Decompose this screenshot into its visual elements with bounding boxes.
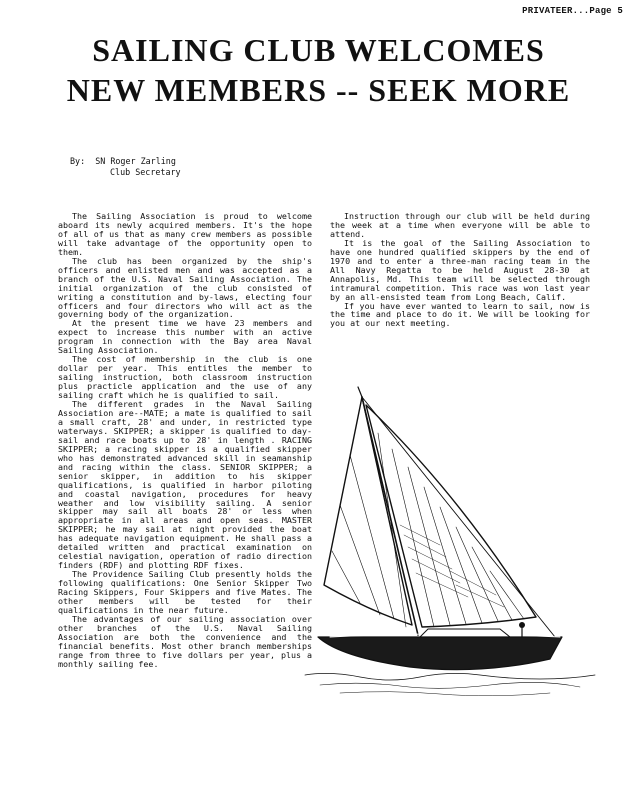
waves [305,673,595,680]
crew-figure [519,622,525,628]
paragraph: The Sailing Association is proud to welcome aboard its newly acquired members. It's the hope of all of us that as many crew members as possible will take advantage of the opportunity open to them. [58,211,312,257]
paragraph: If you have ever wanted to learn to sail, now is the time and place to do it. We will be looking for you at our next meeting. [330,300,590,329]
jib-sail [324,397,412,625]
article-right-column [330,212,590,328]
byline [70,156,181,178]
headline-line-1: SAILING CLUB WELCOMES [92,32,545,68]
paragraph: The advantages of our sailing association over other branches of the U.S. Naval Sailing Association are both the convenience and the financial benefits. Most other branch memberships range from three to five dollars per year, plus a monthly sailing fee. [58,613,312,669]
paragraph: It is the goal of the Sailing Association to have one hundred qualified skippers by the end of 1970 and to enter a three-man racing team in the All Navy Regatta to be held August 28-30 at Annapolis, Md. This team will be selected through intramural competition. This race was won last year by an all-ensisted team from Long Beach, Calif. [330,237,590,302]
mainsail [366,405,536,627]
paragraph: The cost of membership in the club is one dollar per year. This entitles the member to sailing instruction, both classroom instruction plus practicle application and the use of any sailing craft which he is qualified to sail. [58,354,312,401]
article-left-column [58,212,312,669]
paragraph: The Providence Sailing Club presently holds the following qualifications: One Senior Skipper Two Racing Skippers, Four Skippers and five Mates. The other members will be tested for their qualifications in the near future. [58,569,312,615]
sailboat-illustration [300,375,600,705]
paragraph: The club has been organized by the ship's officers and enlisted men and was accepted as a branch of the U.S. Naval Sailing Association. The initial organization of the club consisted of writing a constitution and by-laws, electing four officers and four directors who will act as the governing body of the organization. [58,255,312,320]
byline-role: Club Secretary [110,167,181,177]
headline [0,30,637,110]
paragraph: At the present time we have 23 members and expect to increase this number with an active program in connection with the Bay area Naval Sailing Association. [58,318,312,356]
hull [318,637,562,670]
paragraph: Instruction through our club will be held during the week at a time when everyone will be able to attend. [330,211,590,239]
running-head: PRIVATEER...Page 5 [522,6,623,16]
paragraph: The different grades in the Naval Sailing Association are--MATE; a mate is qualified to sail a small craft, 28' and under, in restricted type waterways. SKIPPER; a skipper is qualified to day-sail and race boats up to 28' in length . RACING SKIPPER; a racing skipper is a qualified skipper who has demonstrated advanced skill in seamanship and racing within the class. SENIOR SKIPPER; a senior skipper, in addition to his skipper qualifications, is qualified in harbor piloting and coastal navigation, procedures for heavy weather and low visibility sailing. A senior skipper may sail all boats 28' or less when appropriate in all areas and open seas. MASTER SKIPPER; he may sail at night provided the boat has adequate navigation equipment. He shall pass a detailed written and practical examination on celestial navigation, operation of radio direction finders (RDF) and plotting RDF fixes. [58,399,312,571]
cabin [420,629,510,637]
headline-line-2: NEW MEMBERS -- SEEK MORE [66,72,571,108]
byline-author: By: SN Roger Zarling [70,156,176,166]
